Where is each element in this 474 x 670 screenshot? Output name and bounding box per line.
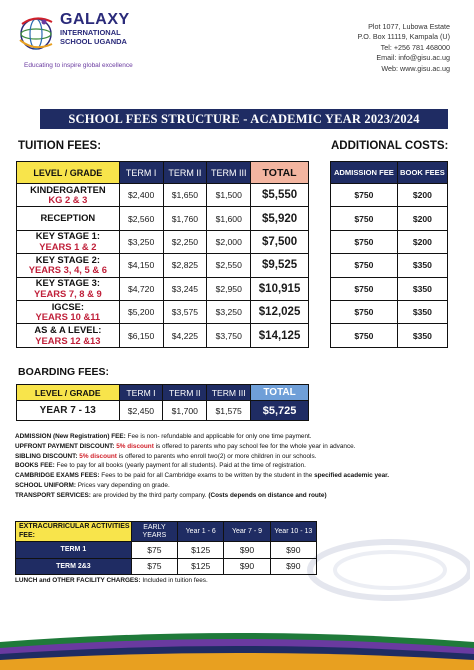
note-highlight: 5% discount: [77, 452, 117, 460]
col-header-year7-9: Year 7 - 9: [224, 522, 270, 542]
address-line: Plot 1077, Lubowa Estate: [368, 22, 450, 31]
note-cambridge: [15, 471, 463, 481]
note-text: is offered to parents who pay school fee for the whole year in advance.: [153, 442, 356, 450]
term1-cell: $3,250: [119, 230, 163, 253]
table-header-row: [17, 385, 309, 401]
additional-costs-table: [330, 161, 448, 348]
note-text: Fee to pay for all books (yearly payment for all students). Paid at the time of registration.: [54, 462, 306, 470]
note-emphasis: (Costs depends on distance and route): [208, 491, 327, 499]
total-cell: $9,525: [251, 254, 309, 277]
extracurricular-fees-table: [15, 521, 317, 575]
term3-cell: $2,950: [207, 277, 251, 300]
term2-cell: $1,650: [163, 184, 207, 207]
term3-cell: $2,000: [207, 230, 251, 253]
table-row: [17, 254, 309, 277]
col-header-term2: TERM II: [163, 385, 207, 401]
total-cell: $14,125: [251, 324, 309, 347]
table-header-row: [17, 162, 309, 184]
table-row: [331, 207, 448, 230]
total-cell: $12,025: [251, 300, 309, 323]
fee-cell: $90: [224, 558, 270, 575]
note-text: Fee is non- refundable and applicable for only one time payment.: [125, 433, 312, 440]
table-row: [16, 558, 317, 575]
level-cell: YEAR 7 - 13: [17, 401, 120, 421]
web-line: Web: www.gisu.ac.ug: [381, 63, 450, 73]
col-header-admission: ADMISSION FEE: [331, 162, 398, 184]
term2-cell: $1,760: [163, 207, 207, 230]
level-name: IGCSE:: [51, 300, 84, 312]
level-cell: [17, 230, 120, 253]
fee-cell: $125: [178, 542, 224, 559]
fee-notes: [15, 432, 463, 501]
admission-fee-cell: $750: [331, 300, 398, 323]
table-row: [331, 254, 448, 277]
fee-cell: $90: [270, 558, 316, 575]
note-heading: BOOKS FEE:: [15, 462, 55, 470]
term2-cell: $3,245: [163, 277, 207, 300]
footer-swoosh-decoration: [0, 620, 474, 670]
term3-cell: $3,250: [207, 300, 251, 323]
note-emphasis: specified academic year.: [314, 472, 390, 480]
note-uniform: [15, 481, 463, 491]
col-header-books: BOOK FEES: [397, 162, 447, 184]
school-name-main: GALAXY: [60, 11, 130, 28]
boarding-fees-table: [16, 384, 309, 421]
tuition-fees-label: TUITION FEES:: [18, 140, 102, 152]
globe-logo-icon: [14, 10, 58, 54]
school-logo: [14, 10, 164, 68]
note-sibling: [15, 452, 463, 462]
total-cell: $10,915: [251, 277, 309, 300]
level-cell: [17, 207, 120, 230]
admission-fee-cell: $750: [331, 230, 398, 253]
phone-line: Tel: +256 781 468000: [380, 42, 450, 52]
level-years: YEARS 3, 4, 5 & 6: [28, 264, 107, 276]
level-name: KEY STAGE 1:: [35, 230, 100, 242]
table-header-row: [331, 162, 448, 184]
term1-cell: $4,720: [119, 277, 163, 300]
table-row: [331, 324, 448, 347]
table-row: [17, 230, 309, 253]
term2-cell: $1,700: [163, 401, 207, 421]
note-heading: LUNCH and OTHER FACILITY CHARGES:: [15, 577, 141, 584]
term2-cell: $2,250: [163, 230, 207, 253]
col-header-total: TOTAL: [251, 385, 309, 401]
table-row: [17, 207, 309, 230]
additional-costs-label: ADDITIONAL COSTS:: [331, 140, 449, 152]
col-header-term3: TERM III: [207, 385, 251, 401]
note-text: Prices vary depending on grade.: [75, 481, 170, 489]
level-name: RECEPTION: [40, 212, 96, 224]
level-name: KINDERGARTEN: [30, 183, 106, 195]
level-years: YEARS 1 & 2: [39, 240, 97, 252]
table-row: [331, 300, 448, 323]
school-tagline: Educating to inspire global excellence: [24, 62, 133, 69]
col-header-level: LEVEL / GRADE: [17, 162, 120, 184]
email-line: Email: info@gisu.ac.ug: [376, 53, 450, 63]
term3-cell: $1,600: [207, 207, 251, 230]
note-text: Fees to be paid for all Cambridge exams to be written by the student in the: [99, 472, 315, 480]
level-cell: [17, 324, 120, 347]
admission-fee-cell: $750: [331, 207, 398, 230]
admission-fee-cell: $750: [331, 254, 398, 277]
col-header-early-years: EARLY YEARS: [131, 522, 177, 542]
col-header-total: TOTAL: [251, 162, 309, 184]
note-heading: CAMBRIDGE EXAMS FEES:: [15, 472, 100, 480]
col-header-level: LEVEL / GRADE: [17, 385, 120, 401]
level-cell: [17, 300, 120, 323]
level-years: YEARS 10 &11: [35, 311, 101, 323]
book-fee-cell: $200: [397, 207, 447, 230]
total-cell: $5,550: [251, 184, 309, 207]
term1-cell: $4,150: [119, 254, 163, 277]
col-header-activities: EXTRACURRICULAR ACTIVITIES FEE:: [16, 522, 132, 542]
note-heading: TRANSPORT SERVICES:: [15, 491, 91, 499]
term1-cell: $6,150: [119, 324, 163, 347]
term-cell: TERM 1: [16, 542, 132, 559]
level-years: YEARS 7, 8 & 9: [33, 287, 102, 299]
col-header-year1-6: Year 1 - 6: [178, 522, 224, 542]
table-row: [17, 324, 309, 347]
level-cell: [17, 254, 120, 277]
contact-address: [357, 22, 450, 74]
level-years: KG 2 & 3: [48, 194, 88, 206]
level-name: KEY STAGE 2:: [35, 253, 100, 265]
note-admission: [15, 432, 463, 442]
table-row: [331, 277, 448, 300]
fee-cell: $90: [270, 542, 316, 559]
admission-fee-cell: $750: [331, 184, 398, 207]
term1-cell: $2,450: [119, 401, 163, 421]
note-text: Included in tuition fees.: [140, 577, 208, 584]
book-fee-cell: $350: [397, 324, 447, 347]
book-fee-cell: $350: [397, 254, 447, 277]
note-upfront: [15, 442, 463, 452]
table-row: [17, 184, 309, 207]
col-header-year10-13: Year 10 - 13: [270, 522, 316, 542]
level-cell: [17, 277, 120, 300]
term3-cell: $1,500: [207, 184, 251, 207]
total-cell: $7,500: [251, 230, 309, 253]
document-title: SCHOOL FEES STRUCTURE - ACADEMIC YEAR 2023/2024: [40, 109, 448, 129]
term3-cell: $1,575: [207, 401, 251, 421]
note-heading: SIBLING DISCOUNT:: [15, 452, 78, 460]
school-name-sub1: INTERNATIONAL: [60, 28, 121, 37]
total-cell: $5,725: [251, 401, 309, 421]
note-text: is offered to parents who enroll two(2) or more children in our schools.: [116, 452, 317, 460]
admission-fee-cell: $750: [331, 277, 398, 300]
table-row: [331, 184, 448, 207]
table-row: [331, 230, 448, 253]
table-row: [17, 300, 309, 323]
term3-cell: $2,550: [207, 254, 251, 277]
tuition-fees-table: [16, 161, 309, 348]
boarding-fees-label: BOARDING FEES:: [18, 366, 110, 378]
table-row: [16, 542, 317, 559]
address-line: P.O. Box 11119, Kampala (U): [357, 32, 450, 42]
term2-cell: $2,825: [163, 254, 207, 277]
term1-cell: $2,400: [119, 184, 163, 207]
fee-cell: $75: [131, 558, 177, 575]
term2-cell: $3,575: [163, 300, 207, 323]
note-heading: UPFRONT PAYMENT DISCOUNT:: [15, 442, 115, 450]
term2-cell: $4,225: [163, 324, 207, 347]
col-header-term1: TERM I: [119, 385, 163, 401]
term3-cell: $3,750: [207, 324, 251, 347]
table-row: [17, 277, 309, 300]
note-heading: SCHOOL UNIFORM:: [15, 481, 76, 489]
fee-cell: $75: [131, 542, 177, 559]
lunch-note: [15, 577, 208, 584]
level-cell: [17, 184, 120, 207]
note-heading: ADMISSION (New Registration) FEE:: [15, 433, 126, 440]
col-header-term2: TERM II: [163, 162, 207, 184]
col-header-term1: TERM I: [119, 162, 163, 184]
table-header-row: [16, 522, 317, 542]
level-name: KEY STAGE 3:: [35, 277, 100, 289]
book-fee-cell: $200: [397, 230, 447, 253]
note-transport: [15, 491, 463, 501]
admission-fee-cell: $750: [331, 324, 398, 347]
total-cell: $5,920: [251, 207, 309, 230]
fee-cell: $90: [224, 542, 270, 559]
book-fee-cell: $200: [397, 184, 447, 207]
level-name: AS & A LEVEL:: [34, 324, 102, 336]
term1-cell: $5,200: [119, 300, 163, 323]
note-books: [15, 461, 463, 471]
term-cell: TERM 2&3: [16, 558, 132, 575]
term1-cell: $2,560: [119, 207, 163, 230]
fee-cell: $125: [178, 558, 224, 575]
note-text: are provided by the third party company.: [90, 491, 209, 499]
note-highlight: 5% discount: [114, 442, 154, 450]
col-header-term3: TERM III: [207, 162, 251, 184]
book-fee-cell: $350: [397, 300, 447, 323]
school-name: [60, 12, 130, 45]
table-row: [17, 401, 309, 421]
level-years: YEARS 12 &13: [35, 334, 101, 346]
school-name-sub2: SCHOOL UGANDA: [60, 36, 127, 46]
book-fee-cell: $350: [397, 277, 447, 300]
